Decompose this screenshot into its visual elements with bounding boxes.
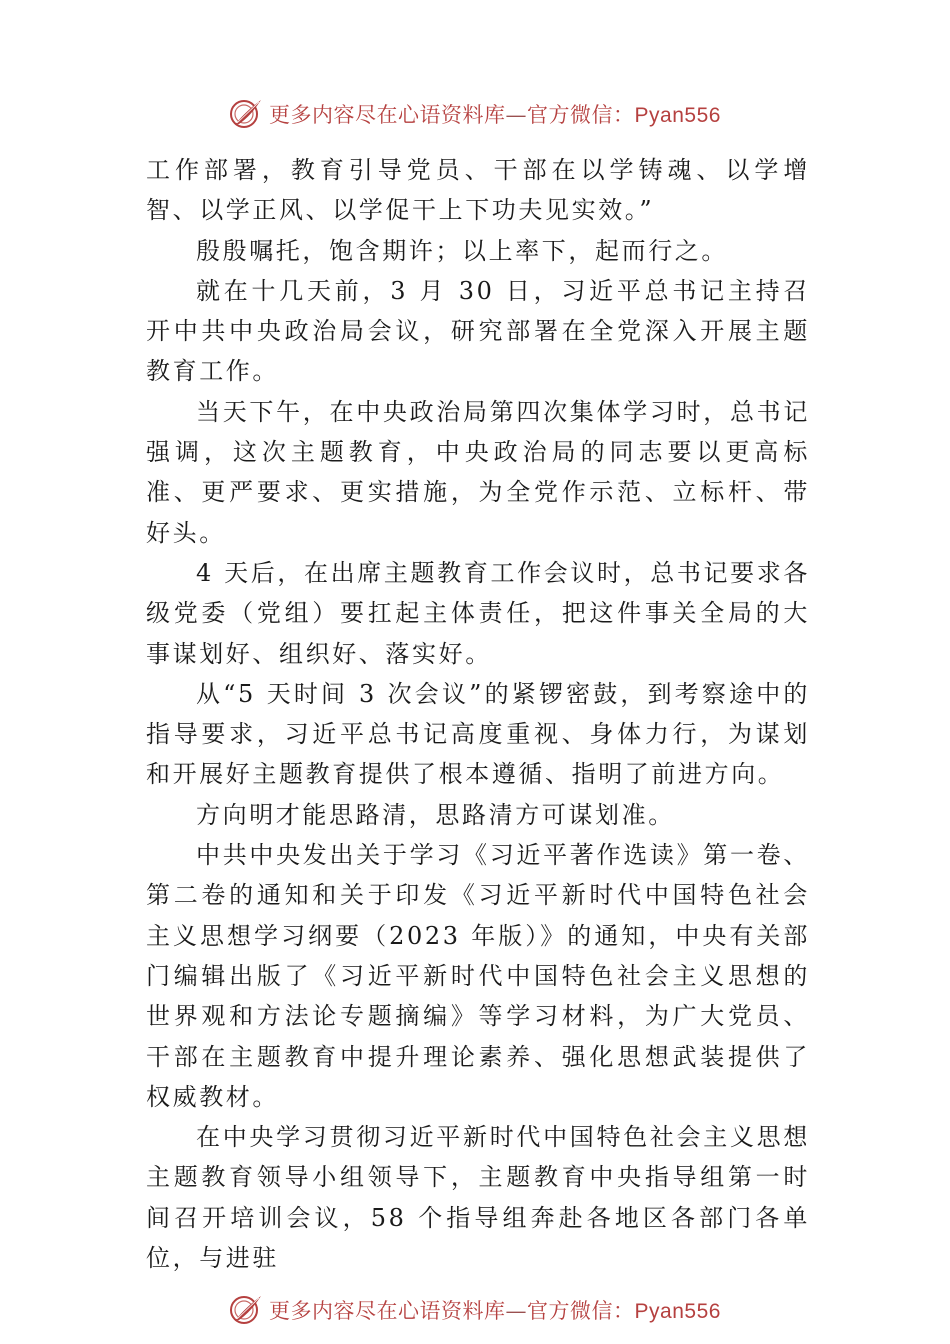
watermark-text [269,1295,721,1325]
header-watermark [0,94,950,134]
paragraph: 当天下午，在中央政治局第四次集体学习时，总书记强调，这次主题教育，中央政治局的同志要以更高标准、更严要求、更实措施，为全党作示范、立标杆、带好头。 [146,397,810,547]
watermark-wechat-id: Pyan556 [634,1300,721,1323]
watermark-dash: — [505,1299,528,1323]
watermark-text [269,99,721,129]
paragraph: 在中央学习贯彻习近平新时代中国特色社会主义思想主题教育领导小组领导下，主题教育中央指导组第一时间召开培训会议，58 个指导组奔赴各地区各部门各单位，与进驻 [146,1123,810,1273]
watermark-brand: 更多内容尽在心语资料库 [269,1299,506,1323]
footer-watermark [0,1290,950,1330]
paragraph: 4 天后，在出席主题教育工作会议时，总书记要求各级党委（党组）要扛起主体责任，把这件事关全局的大事谋划好、组织好、落实好。 [146,558,810,668]
paragraph: 中共中央发出关于学习《习近平著作选读》第一卷、第二卷的通知和关于印发《习近平新时代中国特色社会主义思想学习纲要（2023 年版）》的通知，中央有关部门编辑出版了《习近平新时代中国特色社会主义思想的世界观和方法论专题摘编》等学习材料，为广大党员、干部在主题教育中提升理论素养、强化思想武装提供了权威教材。 [146,841,810,1111]
watermark-wechat-id: Pyan556 [634,104,721,127]
watermark-label: 官方微信： [527,103,635,127]
paragraph: 方向明才能思路清，思路清方可谋划准。 [196,800,675,829]
watermark-dash: — [505,103,528,127]
document-body [146,150,810,1278]
paragraph-continued: 工作部署，教育引导党员、干部在以学铸魂、以学增智、以学正风、以学促干上下功夫见实效。” [146,156,810,225]
quill-logo-icon [229,1293,263,1327]
watermark-label: 官方微信： [527,1299,635,1323]
paragraph: 从“5 天时间 3 次会议”的紧锣密鼓，到考察途中的指导要求，习近平总书记高度重视、身体力行，为谋划和开展好主题教育提供了根本遵循、指明了前进方向。 [146,679,810,789]
paragraph: 就在十几天前，3 月 30 日，习近平总书记主持召开中共中央政治局会议，研究部署在全党深入开展主题教育工作。 [146,276,810,386]
quill-logo-icon [229,97,263,131]
watermark-brand: 更多内容尽在心语资料库 [269,103,506,127]
paragraph: 殷殷嘱托，饱含期许；以上率下，起而行之。 [196,236,728,265]
